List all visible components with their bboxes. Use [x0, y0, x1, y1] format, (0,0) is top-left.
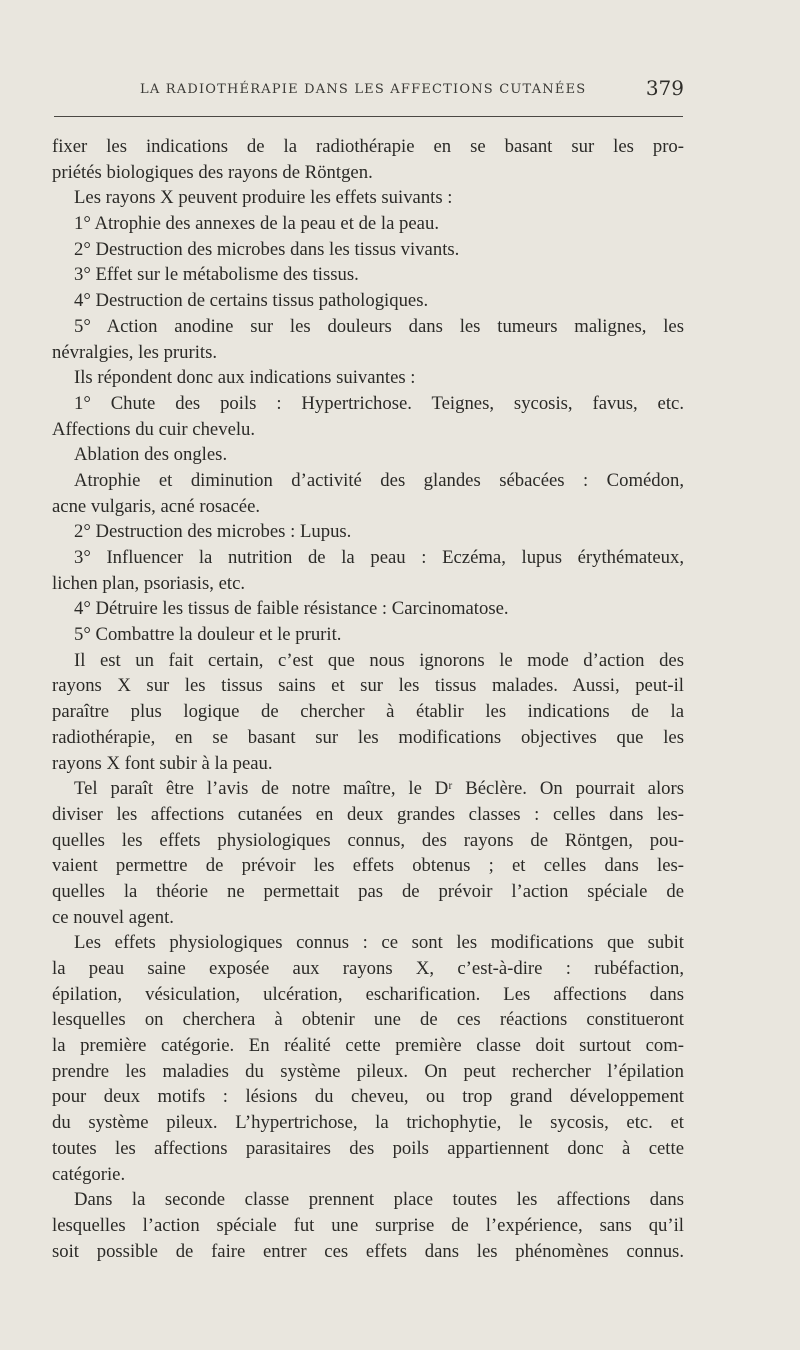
text-line: névralgies, les prurits.: [52, 341, 218, 363]
text-line: Il est un fait certain, c’est que nous ignorons le mode d’action des: [74, 649, 684, 671]
body-text: [52, 134, 684, 1264]
text-line: pour deux motifs : lésions du cheveu, ou trop grand développement: [52, 1086, 684, 1108]
text-line: 3° Influencer la nutrition de la peau : Eczéma, lupus érythémateux,: [74, 547, 684, 568]
text-line: lichen plan, psoriasis, etc.: [52, 572, 246, 594]
page-number: 379: [645, 76, 684, 100]
text-line: Les effets physiologiques connus : ce sont les modifications que subit: [74, 932, 684, 954]
text-line: radiothérapie, en se basant sur les modifications objectives que les: [52, 726, 684, 748]
text-line: 5° Action anodine sur les douleurs dans les tumeurs malignes, les: [74, 315, 684, 337]
text-line: Ablation des ongles.: [74, 444, 228, 466]
text-line: soit possible de faire entrer ces effets dans les phénomènes connus.: [52, 1240, 684, 1262]
text-line: fixer les indications de la radiothérapie en se basant sur les pro-: [52, 136, 684, 157]
text-line: Affections du cuir chevelu.: [52, 418, 256, 440]
text-line: la peau saine exposée aux rayons X, c’est-à-dire : rubéfaction,: [52, 958, 684, 979]
text-line: 2° Destruction des microbes dans les tissus vivants.: [74, 238, 460, 260]
text-line: Dans la seconde classe prennent place toutes les affections dans: [74, 1189, 684, 1211]
text-line: épilation, vésiculation, ulcération, escharification. Les affections dans: [52, 983, 684, 1005]
text-line: 4° Destruction de certains tissus pathologiques.: [74, 290, 429, 312]
text-line: quelles la théorie ne permettait pas de prévoir l’action spéciale de: [52, 880, 684, 902]
text-line: vaient permettre de prévoir les effets obtenus ; et celles dans les-: [52, 855, 684, 877]
text-line: catégorie.: [52, 1163, 126, 1185]
text-line: quelles les effets physiologiques connus, des rayons de Röntgen, pou-: [52, 829, 684, 851]
text-line: Ils répondent donc aux indications suivantes :: [74, 367, 416, 389]
text-line: prendre les maladies du système pileux. On peut rechercher l’épilation: [52, 1060, 684, 1082]
text-line: priétés biologiques des rayons de Röntgen.: [52, 161, 373, 183]
text-line: acne vulgaris, acné rosacée.: [52, 495, 261, 517]
text-line: Les rayons X peuvent produire les effets suivants :: [74, 187, 453, 209]
text-line: Atrophie et diminution d’activité des glandes sébacées : Comédon,: [74, 469, 684, 491]
text-line: 5° Combattre la douleur et le prurit.: [74, 624, 342, 646]
text-line: 2° Destruction des microbes : Lupus.: [74, 521, 352, 543]
text-line: rayons X font subir à la peau.: [52, 752, 273, 774]
text-line: toutes les affections parasitaires des poils appartiennent donc à cette: [52, 1137, 684, 1159]
text-line: la première catégorie. En réalité cette première classe doit surtout com-: [52, 1035, 684, 1057]
text-line: 3° Effet sur le métabolisme des tissus.: [74, 264, 359, 286]
text-line: 4° Détruire les tissus de faible résistance : Carcinomatose.: [74, 598, 509, 620]
text-line: rayons X sur les tissus sains et sur les tissus malades. Aussi, peut-il: [52, 675, 684, 697]
text-line: diviser les affections cutanées en deux grandes classes : celles dans les-: [52, 803, 684, 825]
text-line: 1° Chute des poils : Hypertrichose. Teignes, sycosis, favus, etc.: [74, 392, 684, 414]
running-title: LA RADIOTHÉRAPIE DANS LES AFFECTIONS CUTANÉES: [140, 82, 587, 97]
page-header: [52, 76, 684, 104]
header-rule: [54, 116, 683, 117]
text-line: paraître plus logique de chercher à établir les indications de la: [52, 701, 684, 723]
text-line: lesquelles l’action spéciale fut une surprise de l’expérience, sans qu’il: [52, 1214, 684, 1236]
text-line: du système pileux. L’hypertrichose, la trichophytie, le sycosis, etc. et: [52, 1112, 684, 1134]
text-line: lesquelles on cherchera à obtenir une de ces réactions constitueront: [52, 1009, 684, 1031]
text-line: 1° Atrophie des annexes de la peau et de la peau.: [74, 213, 439, 235]
text-line: Tel paraît être l’avis de notre maître, le Dʳ Béclère. On pourrait alors: [74, 778, 684, 800]
text-line: ce nouvel agent.: [52, 906, 174, 928]
